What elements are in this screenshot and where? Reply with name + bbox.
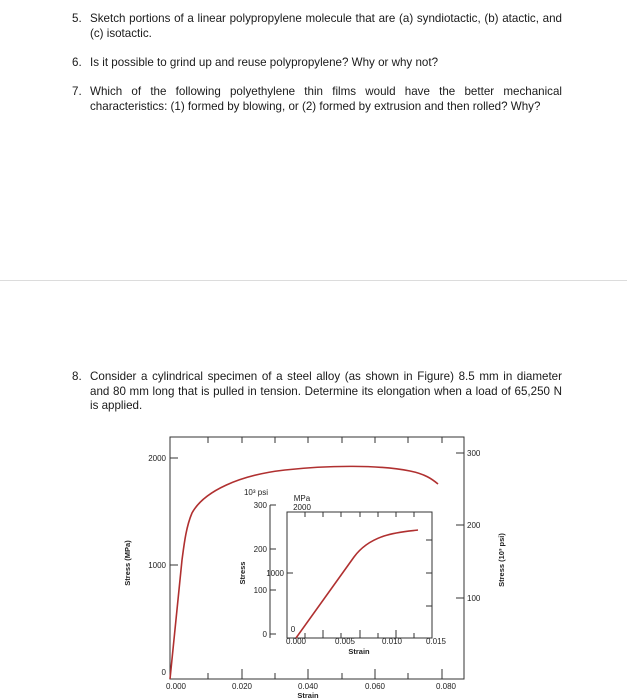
left-ticks xyxy=(170,458,178,565)
question-7 xyxy=(72,85,562,114)
x-tick-0.060: 0.060 xyxy=(364,682,386,691)
inset-x-axis-label: Strain xyxy=(348,647,370,656)
bottom-ticks xyxy=(208,669,442,679)
inset-x-tick-0.005: 0.005 xyxy=(334,637,356,646)
inset-psi-tick-200: 200 xyxy=(253,545,267,554)
inset-stress-strain-curve xyxy=(296,530,418,638)
inset-mpa-unit: MPa xyxy=(293,494,311,503)
x-tick-0.000: 0.000 xyxy=(165,682,187,691)
x-tick-0.080: 0.080 xyxy=(435,682,457,691)
inset-x-tick-0.010: 0.010 xyxy=(381,637,403,646)
x-axis-label: Strain xyxy=(297,691,319,700)
question-number: 6. xyxy=(72,56,82,69)
question-number: 7. xyxy=(72,85,82,98)
inset-psi-unit: 10³ psi xyxy=(243,488,269,497)
question-text: Sketch portions of a linear polypropylene molecule that are (a) syndiotactic, (b) atactic, and (c) isotactic. xyxy=(90,12,562,40)
left-tick-0: 0 xyxy=(161,668,166,677)
inset-mpa-tick-2000: 2000 xyxy=(293,503,311,512)
right-axis-label: Stress (10³ psi) xyxy=(497,533,506,587)
inset-psi-tick-0: 0 xyxy=(262,630,267,639)
left-axis-label: Stress (MPa) xyxy=(123,540,132,586)
left-tick-1000: 1000 xyxy=(148,561,166,570)
inset-stress-label: Stress xyxy=(238,561,247,585)
inset-psi-tick-300: 300 xyxy=(253,501,267,510)
question-text: Consider a cylindrical specimen of a steel alloy (as shown in Figure) 8.5 mm in diameter and 80 mm long that is pulled in tension. Determine its elongation when a load of 65,250 N is applied. xyxy=(90,370,562,412)
inset-mpa-tick-0: 0 xyxy=(290,625,296,634)
stress-strain-figure xyxy=(110,425,530,700)
right-tick-100: 100 xyxy=(467,594,481,603)
right-ticks xyxy=(456,453,464,598)
x-tick-0.040: 0.040 xyxy=(297,682,319,691)
top-ticks xyxy=(208,437,442,443)
left-tick-2000: 2000 xyxy=(148,454,166,463)
x-tick-0.020: 0.020 xyxy=(231,682,253,691)
question-number: 5. xyxy=(72,12,82,25)
inset-mpa-tick-1000: 1000 xyxy=(266,569,284,578)
inset-x-tick-0.000: 0.000 xyxy=(285,637,307,646)
question-text: Which of the following polyethylene thin films would have the better mechanical characteristics: (1) formed by blowing, or (2) formed by extrusion and then rolled? Why? xyxy=(90,85,562,113)
question-number: 8. xyxy=(72,370,82,383)
section-divider xyxy=(0,280,627,281)
question-6 xyxy=(72,56,562,71)
inset-psi-tick-100: 100 xyxy=(253,586,267,595)
question-text: Is it possible to grind up and reuse polypropylene? Why or why not? xyxy=(90,56,439,69)
right-tick-300: 300 xyxy=(467,449,481,458)
question-8 xyxy=(72,370,562,414)
right-tick-200: 200 xyxy=(467,521,481,530)
inset-x-tick-0.015: 0.015 xyxy=(425,637,447,646)
question-5 xyxy=(72,12,562,41)
